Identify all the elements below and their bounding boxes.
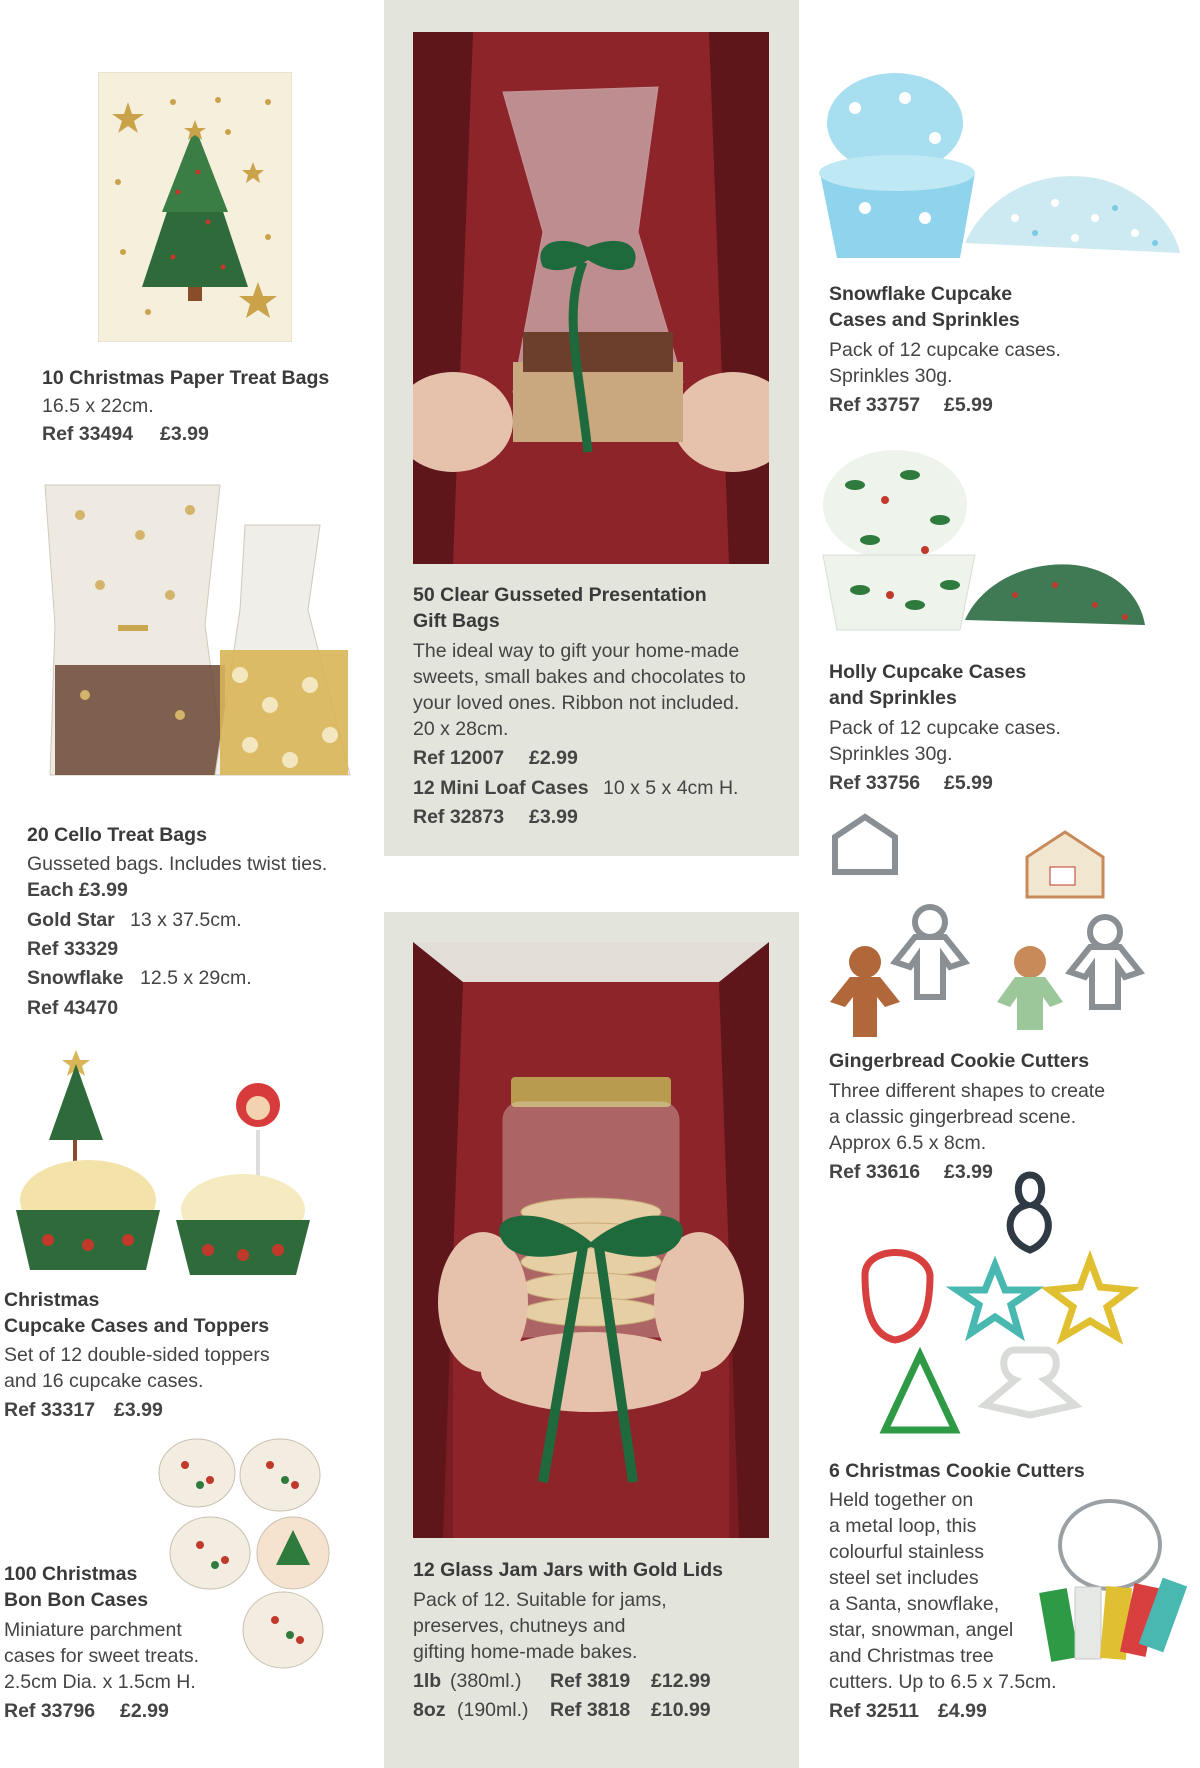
xmas-cutters-desc-3: colourful stainless	[829, 1541, 984, 1563]
paper-bags-title: 10 Christmas Paper Treat Bags	[42, 367, 330, 389]
cupcake-toppers-title-1: Christmas	[4, 1289, 100, 1311]
xmas-cutters-ref: Ref 32511	[829, 1700, 919, 1722]
jam-jars-desc-1: Pack of 12. Suitable for jams,	[413, 1589, 667, 1611]
gingerbread-ref: Ref 33616	[829, 1161, 921, 1183]
xmas-cutters-desc-8: cutters. Up to 6.5 x 7.5cm.	[829, 1671, 1057, 1693]
holly-ref: Ref 33756	[829, 772, 921, 794]
snowflake-title-1: Snowflake Cupcake	[829, 283, 1013, 305]
gingerbread-desc-1: Three different shapes to create	[829, 1080, 1106, 1102]
jam-jar-photo	[413, 942, 769, 1538]
xmas-cutters-desc-5: a Santa, snowflake,	[829, 1593, 1000, 1615]
holly-desc-2: Sprinkles 30g.	[829, 743, 953, 765]
xmas-cutters-desc-1: Held together on	[829, 1489, 974, 1511]
jam-jars-row2-price: £10.99	[651, 1699, 711, 1721]
xmas-cutters-title: 6 Christmas Cookie Cutters	[829, 1460, 1085, 1482]
jam-jars-title: 12 Glass Jam Jars with Gold Lids	[413, 1559, 723, 1581]
xmas-cutters-desc-2: a metal loop, this	[829, 1515, 977, 1537]
cello-snowflake-size: 12.5 x 29cm.	[140, 967, 252, 989]
gift-bags-ref: Ref 12007	[413, 747, 505, 769]
gift-bag-photo	[413, 32, 769, 564]
cello-treat-bags-image	[30, 475, 360, 800]
gingerbread-title: Gingerbread Cookie Cutters	[829, 1050, 1090, 1072]
gift-bags-desc-1: The ideal way to gift your home-made	[413, 640, 740, 662]
gift-bags-desc-4: 20 x 28cm.	[413, 718, 509, 740]
gift-bags-price: £2.99	[529, 747, 578, 769]
jam-jars-row2-ref: Ref 3818	[550, 1699, 631, 1721]
loaf-cases-price: £3.99	[529, 806, 578, 828]
paper-bags-ref: Ref 33494	[42, 423, 134, 445]
gingerbread-cutters-image	[825, 812, 1150, 1042]
xmas-cutters-price: £4.99	[938, 1700, 987, 1722]
snowflake-desc-1: Pack of 12 cupcake cases.	[829, 339, 1061, 361]
xmas-cutters-desc-4: steel set includes	[829, 1567, 979, 1589]
snowflake-ref: Ref 33757	[829, 394, 921, 416]
holly-title-1: Holly Cupcake Cases	[829, 661, 1027, 683]
bon-bon-ref: Ref 33796	[4, 1700, 96, 1722]
gingerbread-desc-3: Approx 6.5 x 8cm.	[829, 1132, 987, 1154]
paper-bags-size: 16.5 x 22cm.	[42, 395, 154, 417]
snowflake-cases-image	[815, 68, 1185, 268]
gift-bags-desc-3: your loved ones. Ribbon not included.	[413, 692, 740, 714]
cupcake-toppers-ref: Ref 33317	[4, 1399, 96, 1421]
gingerbread-price: £3.99	[944, 1161, 993, 1183]
paper-bags-price: £3.99	[160, 423, 209, 445]
snowflake-title-2: Cases and Sprinkles	[829, 309, 1020, 331]
jam-jars-row2-size: 8oz	[413, 1699, 446, 1721]
bon-bon-title-2: Bon Bon Cases	[4, 1589, 149, 1611]
xmas-cutters-desc-6: star, snowman, angel	[829, 1619, 1014, 1641]
holly-price: £5.99	[944, 772, 993, 794]
jam-jars-desc-2: preserves, chutneys and	[413, 1615, 626, 1637]
cello-gold-star-name: Gold Star	[27, 909, 115, 931]
bon-bon-desc-1: Miniature parchment	[4, 1619, 182, 1641]
cello-bags-desc: Gusseted bags. Includes twist ties.	[27, 853, 328, 875]
cupcake-toppers-price: £3.99	[114, 1399, 163, 1421]
jam-jars-row1-price: £12.99	[651, 1670, 711, 1692]
gift-bags-title-1: 50 Clear Gusseted Presentation	[413, 584, 707, 606]
loaf-cases-name: 12 Mini Loaf Cases	[413, 777, 589, 799]
cupcake-toppers-image	[8, 1050, 318, 1300]
loaf-cases-ref: Ref 32873	[413, 806, 505, 828]
cutter-loop-image	[1035, 1495, 1190, 1670]
holly-desc-1: Pack of 12 cupcake cases.	[829, 717, 1061, 739]
jam-jars-row2-vol: (190ml.)	[457, 1699, 529, 1721]
xmas-cutters-desc-7: and Christmas tree	[829, 1645, 994, 1667]
jam-jars-row1-ref: Ref 3819	[550, 1670, 631, 1692]
bon-bon-desc-2: cases for sweet treats.	[4, 1645, 200, 1667]
snowflake-desc-2: Sprinkles 30g.	[829, 365, 953, 387]
jam-jars-desc-3: gifting home-made bakes.	[413, 1641, 638, 1663]
paper-treat-bag-image	[98, 72, 292, 342]
gift-bags-desc-2: sweets, small bakes and chocolates to	[413, 666, 746, 688]
cello-bags-title: 20 Cello Treat Bags	[27, 824, 207, 846]
gingerbread-desc-2: a classic gingerbread scene.	[829, 1106, 1077, 1128]
gift-bags-title-2: Gift Bags	[413, 610, 500, 632]
holly-cases-image	[815, 445, 1145, 640]
loaf-cases-size: 10 x 5 x 4cm H.	[603, 777, 739, 799]
cupcake-toppers-desc-1: Set of 12 double-sided toppers	[4, 1344, 270, 1366]
christmas-cutters-image	[855, 1165, 1140, 1445]
jam-jars-row1-vol: (380ml.)	[450, 1670, 522, 1692]
cello-gold-star-size: 13 x 37.5cm.	[130, 909, 242, 931]
cello-snowflake-ref: Ref 43470	[27, 997, 119, 1019]
cello-snowflake-name: Snowflake	[27, 967, 124, 989]
cello-bags-each: Each £3.99	[27, 879, 128, 901]
bon-bon-desc-3: 2.5cm Dia. x 1.5cm H.	[4, 1671, 196, 1693]
bon-bon-title-1: 100 Christmas	[4, 1563, 138, 1585]
snowflake-price: £5.99	[944, 394, 993, 416]
jam-jars-row1-size: 1lb	[413, 1670, 442, 1692]
cupcake-toppers-desc-2: and 16 cupcake cases.	[4, 1370, 204, 1392]
cupcake-toppers-title-2: Cupcake Cases and Toppers	[4, 1315, 270, 1337]
holly-title-2: and Sprinkles	[829, 687, 957, 709]
cello-gold-star-ref: Ref 33329	[27, 938, 119, 960]
bon-bon-price: £2.99	[120, 1700, 169, 1722]
